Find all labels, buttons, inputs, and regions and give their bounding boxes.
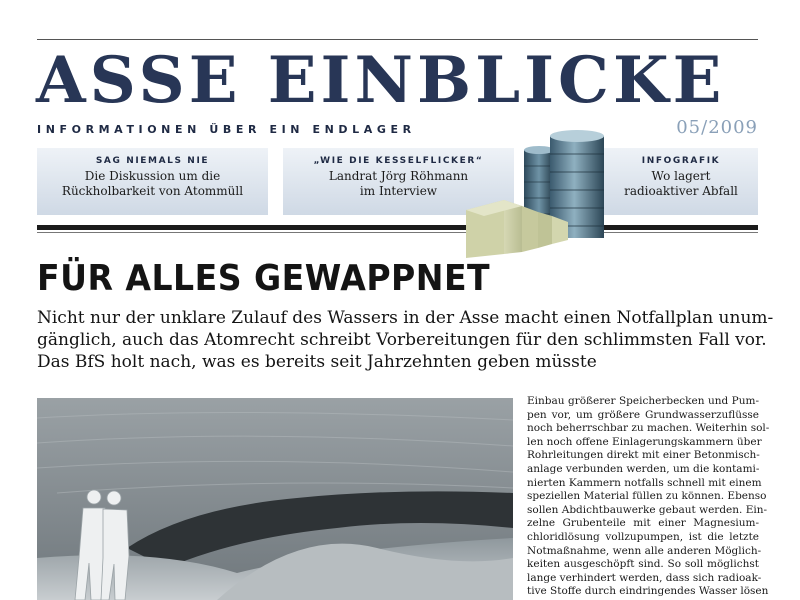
- teaser-kicker: SAG NIEMALS NIE: [95, 156, 210, 166]
- header-rule-thin: [37, 232, 758, 233]
- masthead-tagline: INFORMATIONEN ÜBER EIN ENDLAGER: [37, 123, 416, 136]
- lead-line: Nicht nur der unklare Zulauf des Wassers in der Asse macht einen Notfallplan unum-: [37, 308, 774, 328]
- body-line: tive Stoffe durch eindringendes Wasser lösen: [527, 585, 769, 598]
- teaser-kicker: INFOGRAFIK: [641, 156, 721, 166]
- teaser-line: Wo lagert: [651, 169, 711, 183]
- teaser-line: radioaktiver Abfall: [624, 184, 738, 198]
- waste-drums-illustration: [464, 126, 614, 258]
- body-line: keiten ausgeschöpft sind. So soll möglichst: [527, 558, 759, 571]
- teaser-line: Rückholbarkeit von Atommüll: [61, 184, 244, 198]
- lead-line: gänglich, auch das Atomrecht schreibt Vorbereitungen für den schlimmsten Fall vor.: [37, 330, 767, 350]
- article-headline: FÜR ALLES GEWAPPNET: [37, 258, 491, 299]
- article-body: [527, 395, 770, 599]
- body-line: zelne Grubenteile mit einer Magnesium-: [527, 517, 759, 530]
- article-lead: [37, 307, 774, 373]
- body-line: sollen Abdichtbauwerke gebaut werden. Ein-: [527, 503, 768, 516]
- teaser-line: Landrat Jörg Röhmann: [328, 169, 469, 183]
- teaser-sag-niemals-nie[interactable]: [37, 148, 268, 215]
- body-line: pen vor, um größere Grundwasserzuflüsse: [527, 408, 759, 421]
- teaser-line: im Interview: [359, 184, 438, 198]
- body-line: Rohrleitungen direkt mit einer Betonmisch-: [527, 449, 760, 462]
- teaser-infografik[interactable]: [604, 148, 758, 215]
- body-line: noch beherrschbar zu machen. Weiterhin sol-: [527, 422, 770, 435]
- teaser-kicker: „WIE DIE KESSELFLICKER“: [313, 156, 484, 166]
- body-line: Einbau größerer Speicherbecken und Pum-: [527, 395, 759, 407]
- teaser-line: Die Diskussion um die: [84, 169, 221, 183]
- masthead-title: ASSE EINBLICKE: [36, 43, 726, 118]
- issue-number: 05/2009: [676, 117, 758, 138]
- lead-line: Das BfS holt nach, was es bereits seit Jahrzehnten geben müsste: [37, 352, 597, 372]
- mine-photo: [37, 398, 513, 600]
- body-line: lange verhindert werden, dass sich radioak-: [527, 571, 762, 584]
- body-line: nierten Kammern notfalls schnell mit einem: [527, 476, 762, 489]
- header-rule-thick: [37, 225, 758, 230]
- body-line: chloridlösung vollzupumpen, ist die letzte: [527, 530, 759, 543]
- body-line: Notmaßnahme, wenn alle anderen Möglich-: [527, 544, 762, 557]
- body-line: speziellen Material füllen zu können. Ebenso: [527, 490, 767, 503]
- body-line: anlage verbunden werden, um die kontami-: [527, 462, 760, 475]
- body-line: len noch offene Einlagerungskammern über: [527, 435, 762, 448]
